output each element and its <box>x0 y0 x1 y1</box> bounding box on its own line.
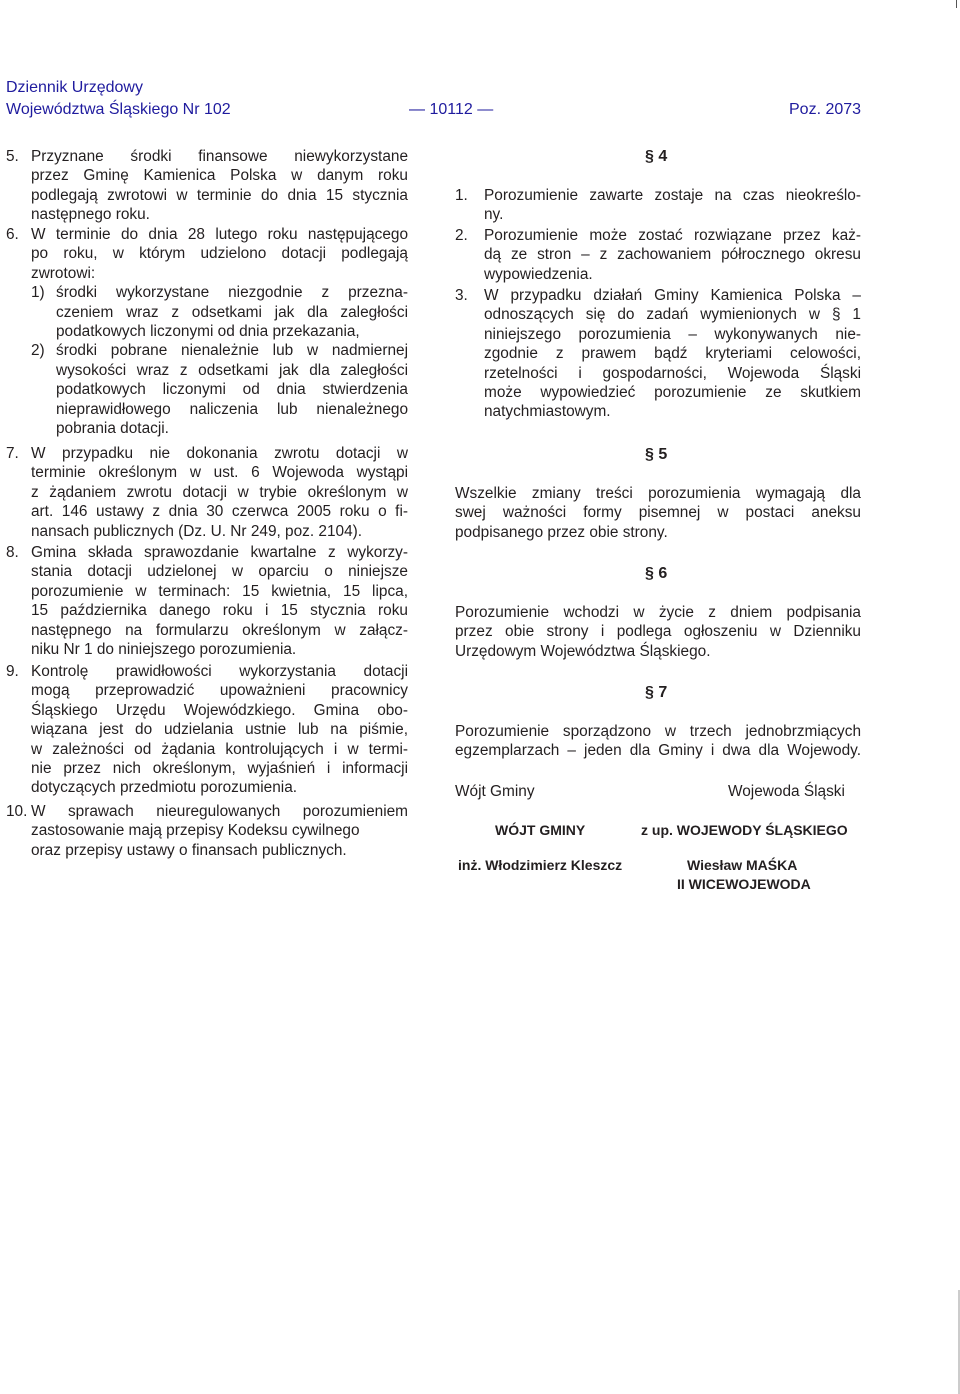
text-line: egzemplarzach – jeden dla Gminy i dwa dla Wojewody. <box>455 742 861 760</box>
text-line: może wypowiedzieć porozumienie ze skutkiem <box>484 383 861 401</box>
text-line: swej ważności formy pisemnej w postaci aneksu <box>455 504 861 522</box>
text-line: podlegają zwrotowi w terminie do dnia 15 stycznia <box>31 186 408 204</box>
text-line: wypowiedzenia. <box>484 265 593 283</box>
item-number: 2. <box>455 227 468 244</box>
text-line: Porozumienie sporządzono w trzech jednobrzmiących <box>455 723 861 740</box>
list-item <box>31 341 408 438</box>
text-line: odnoszących się do zadań wymienionych w § 1 <box>484 306 861 324</box>
text-line: przez obie strony i podlega ogłoszeniu w Dzienniku <box>455 623 861 641</box>
text-line: 15 października danego roku i 15 stycznia roku <box>31 602 408 620</box>
item-number: 2) <box>31 342 45 360</box>
text-line: podpisanego przez obie strony. <box>455 523 668 541</box>
paragraph-9 <box>6 662 408 798</box>
text-line: wiązana jest do udzielania ustnie lub na piśmie, <box>31 721 408 739</box>
text-line: w zależności od żądania kontrolujących i w termi- <box>31 740 408 758</box>
paragraph-number: 6. <box>6 226 19 243</box>
text-line: W przypadku działań Gminy Kamienica Polska – <box>484 287 861 304</box>
section-7-text <box>455 722 861 761</box>
text-line: W przypadku nie dokonania zwrotu dotacji w <box>31 445 408 462</box>
text-line: zastosowanie mają przepisy Kodeksu cywilnego <box>31 822 360 840</box>
text-line: Wszelkie zmiany treści porozumienia wymagają dla <box>455 485 861 502</box>
paragraph-5 <box>6 147 408 225</box>
text-line: z żądaniem zwrotu dotacji w trybie określonym w <box>31 483 408 501</box>
text-line: W terminie do dnia 28 lutego roku następującego <box>31 226 408 243</box>
item-number: 1) <box>31 284 45 302</box>
text-line: rzetelności i gospodarności, Wojewoda Śląski <box>484 364 861 382</box>
text-line: oraz przepisy ustawy o finansach publicznych. <box>31 841 347 859</box>
text-line: niniejszego porozumienia – wykonywanych nie- <box>484 325 861 343</box>
paragraph-6 <box>6 225 408 438</box>
page-corner-mark <box>956 0 960 8</box>
text-line: podatkowych liczonymi od dnia stwierdzenia <box>56 381 408 399</box>
paragraph-10 <box>6 802 408 860</box>
section-4-item-3 <box>455 286 861 422</box>
text-line: pobrania dotacji. <box>56 419 169 437</box>
section-6-text <box>455 603 861 661</box>
page-number: — 10112 — <box>409 101 494 118</box>
section-heading-4: § 4 <box>645 148 668 165</box>
paragraph-number: 5. <box>6 148 19 165</box>
text-line: środki pobrane nienależnie lub w nadmiernej <box>56 342 408 360</box>
text-line: mogą przeprowadzić upoważnieni pracownicy <box>31 682 408 700</box>
text-line: Śląskiego Urzędu Wojewódzkiego. Gmina obo- <box>31 701 408 719</box>
section-4-item-1 <box>455 186 861 225</box>
paragraph-number: 8. <box>6 544 19 561</box>
item-number: 3. <box>455 287 468 304</box>
text-line: ny. <box>484 206 504 224</box>
text-line: wysokości wraz z odsetkami jak dla zaległości <box>56 361 408 379</box>
paragraph-8 <box>6 543 408 659</box>
text-line: przez Gminę Kamienica Polska w danym roku <box>31 167 408 185</box>
text-line: nansach publicznych (Dz. U. Nr 249, poz. 2104). <box>31 522 363 540</box>
signature-right-title: z up. WOJEWODY ŚLĄSKIEGO <box>641 822 848 838</box>
text-line: podatkowych liczonymi od dnia przekazania, <box>56 322 360 340</box>
signature-right-name: Wiesław MAŚKA <box>687 857 798 873</box>
text-line: Porozumienie zawarte zostaje na czas nieokreślo- <box>484 187 861 204</box>
text-line: natychmiastowym. <box>484 403 611 421</box>
position-number: Poz. 2073 <box>789 101 862 118</box>
text-line: art. 146 ustawy z dnia 30 czerwca 2005 roku o fi- <box>31 503 408 521</box>
text-line: nie przez nich określonym, wyjaśnień i informacji <box>31 759 408 777</box>
signature-right-party: Wojewoda Śląski <box>728 783 845 800</box>
text-line: Kontrolę prawidłowości wykorzystania dotacji <box>31 663 408 680</box>
text-line: Porozumienie może zostać rozwiązane przez każ- <box>484 227 861 244</box>
journal-name-line1: Dziennik Urzędowy <box>6 79 143 96</box>
text-line: nieprawidłowego naliczenia lub nienależnego <box>56 400 408 418</box>
text-line: niku Nr 1 do niniejszego porozumienia. <box>31 640 297 658</box>
paragraph-number: 7. <box>6 445 19 462</box>
text-line: po roku, w którym udzielono dotacji podlegają <box>31 245 408 263</box>
section-5-text <box>455 484 861 542</box>
section-heading-7: § 7 <box>645 684 668 701</box>
text-line: porozumienie w terminach: 15 kwietnia, 15 lipca, <box>31 582 408 600</box>
signature-left-title: WÓJT GMINY <box>495 822 586 838</box>
list-item <box>31 283 408 341</box>
text-line: Przyznane środki finansowe niewykorzystane <box>31 148 408 165</box>
paragraph-number: 9. <box>6 663 19 680</box>
text-line: Gmina składa sprawozdanie kwartalne z wykorzy- <box>31 544 408 561</box>
text-line: W sprawach nieuregulowanych porozumieniem <box>31 803 408 820</box>
signature-left-party: Wójt Gminy <box>455 783 535 800</box>
text-line: zwrotowi: <box>31 264 96 282</box>
text-line: Porozumienie wchodzi w życie z dniem podpisania <box>455 604 861 621</box>
paragraph-number: 10. <box>6 803 28 820</box>
section-heading-6: § 6 <box>645 565 668 582</box>
text-line: zgodnie z prawem bądź kryteriami celowości, <box>484 345 861 363</box>
text-line: Urzędowym Województwa Śląskiego. <box>455 642 711 660</box>
journal-name-line2: Województwa Śląskiego Nr 102 <box>6 101 231 118</box>
section-heading-5: § 5 <box>645 446 668 463</box>
text-line: dotyczących przedmiotu porozumienia. <box>31 779 298 797</box>
text-line: dą ze stron – z zachowaniem półrocznego okresu <box>484 246 861 264</box>
signature-right-role: II WICEWOJEWODA <box>677 876 811 892</box>
signature-left-name: inż. Włodzimierz Kleszcz <box>458 857 623 873</box>
text-line: środki wykorzystane niezgodnie z przezna- <box>56 284 408 302</box>
text-line: następnego roku. <box>31 206 150 224</box>
item-number: 1. <box>455 187 468 204</box>
paragraph-7 <box>6 444 408 541</box>
text-line: stania dotacji udzielonej w oparciu o niniejsze <box>31 563 408 581</box>
text-line: terminie określonym w ust. 6 Wojewoda wystąpi <box>31 464 408 482</box>
section-4-item-2 <box>455 226 861 284</box>
text-line: czeniem wraz z odsetkami jak dla zaległości <box>56 303 408 321</box>
text-line: następnego na formularzu określonym w załącz- <box>31 621 408 639</box>
